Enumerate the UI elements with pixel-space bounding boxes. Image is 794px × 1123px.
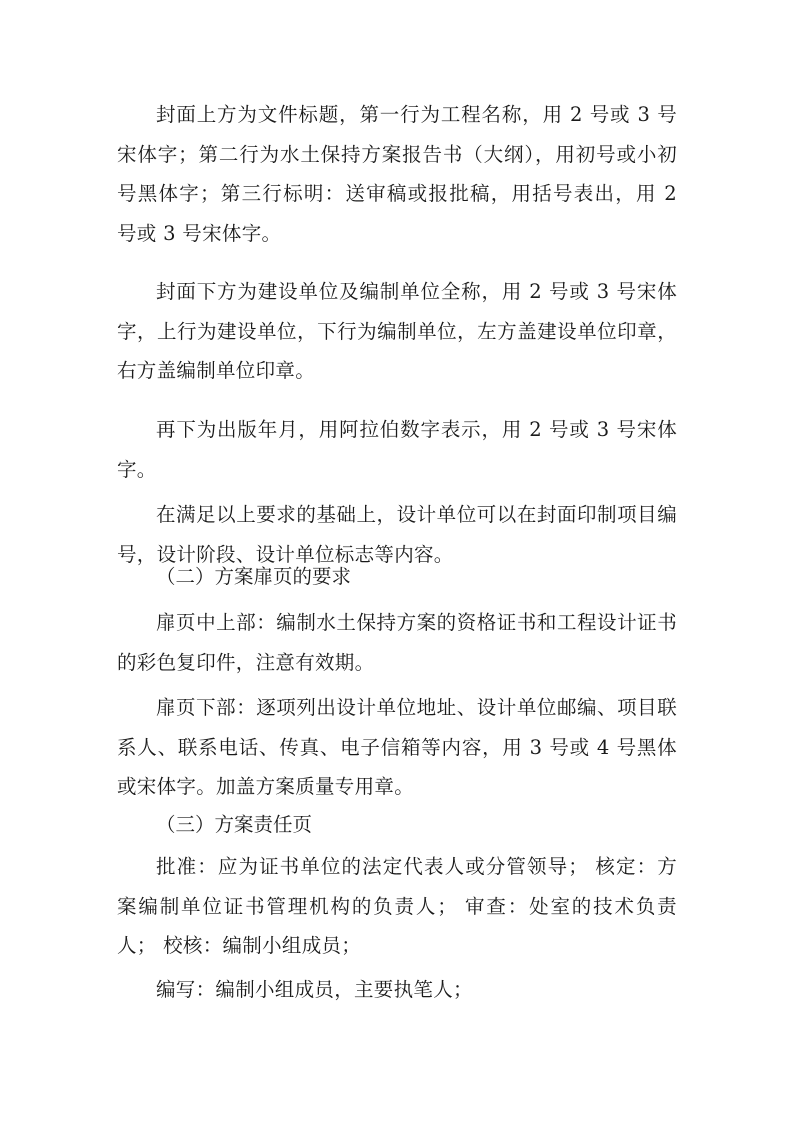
paragraph-copy-page-lower: 扉页下部：逐项列出设计单位地址、设计单位邮编、项目联系人、联系电话、传真、电子信箱等内容，用 3 号或 4 号黑体或宋体字。加盖方案质量专用章。 (117, 696, 677, 798)
section-title-copy-page: （二）方案扉页的要求 (156, 565, 352, 588)
section-title-responsibility-page: （三）方案责任页 (156, 813, 313, 836)
paragraph-cover-bottom: 封面下方为建设单位及编制单位全称，用 2 号或 3 号宋体字，上行为建设单位，下行为编制单位，左方盖建设单位印章，右方盖编制单位印章。 (117, 280, 677, 382)
paragraph-responsibility-writer: 编写：编制小组成员，主要执笔人； (156, 978, 473, 1001)
paragraph-cover-extra: 在满足以上要求的基础上，设计单位可以在封面印制项目编号，设计阶段、设计单位标志等内容。 (117, 503, 677, 566)
paragraph-responsibility-roles: 批准：应为证书单位的法定代表人或分管领导； 核定：方案编制单位证书管理机构的负责人； 审查：处室的技术负责人； 校核：编制小组成员； (117, 855, 677, 957)
paragraph-publish-date: 再下为出版年月，用阿拉伯数字表示，用 2 号或 3 号宋体字。 (117, 418, 677, 481)
paragraph-copy-page-upper: 扉页中上部：编制水土保持方案的资格证书和工程设计证书的彩色复印件，注意有效期。 (117, 611, 677, 674)
paragraph-cover-top: 封面上方为文件标题，第一行为工程名称，用 2 号或 3 号宋体字；第二行为水土保持方案报告书（大纲），用初号或小初号黑体字；第三行标明：送审稿或报批稿，用括号表出，用 2 号或 3 号宋体字。 (117, 103, 677, 245)
